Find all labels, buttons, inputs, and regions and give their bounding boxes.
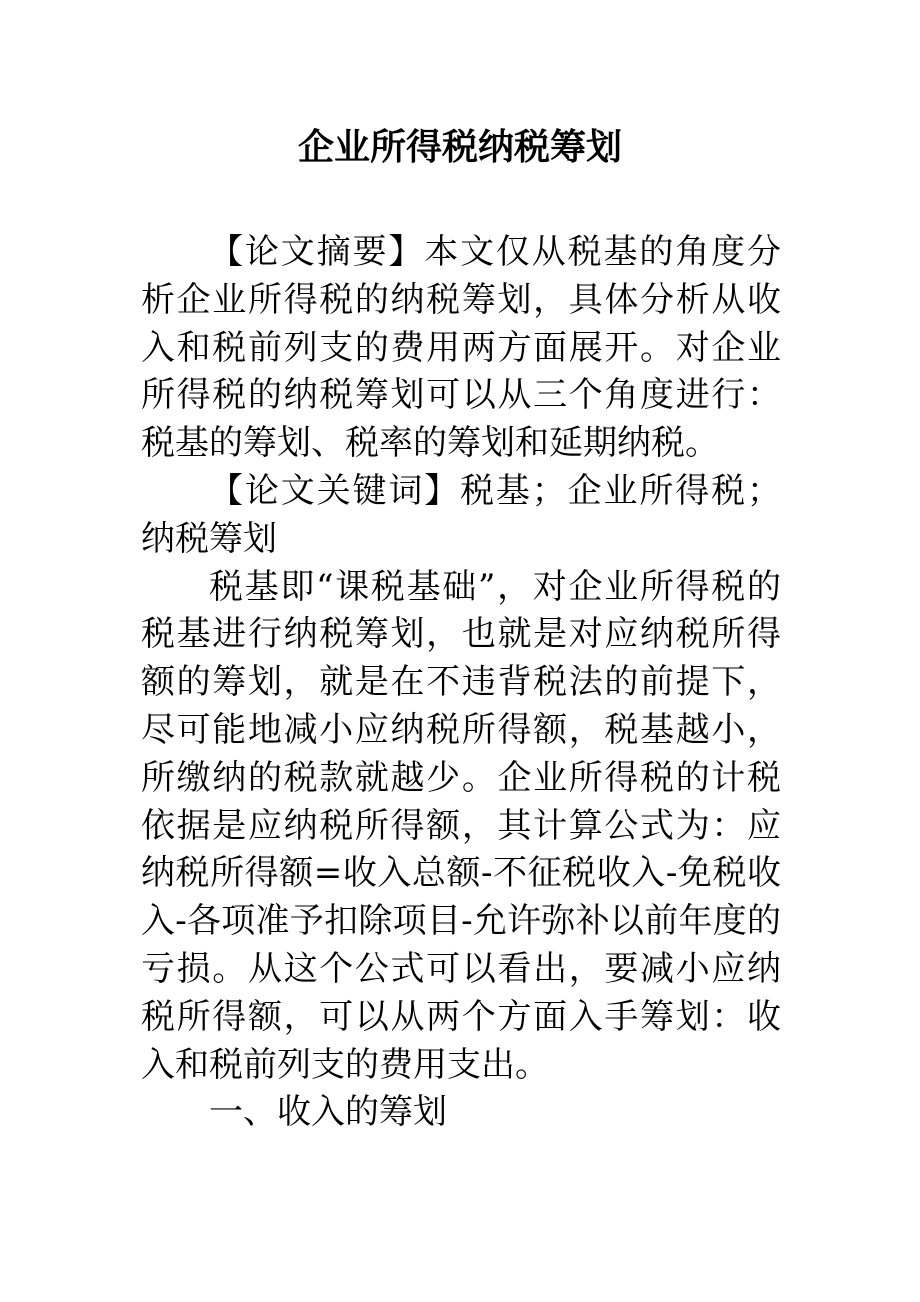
body-paragraph: 税基即“课税基础”，对企业所得税的税基进行纳税筹划，也就是对应纳税所得额的筹划，就是在不违背税法的前提下，尽可能地减小应纳税所得额，税基越小，所缴纳的税款就越少。企业所得税的计税依据是应纳税所得额，其计算公式为：应纳税所得额=收入总额-不征税收入-免税收入-各项准予扣除项目-允许弥补以前年度的亏损。从这个公式可以看出，要减小应纳税所得额，可以从两个方面入手筹划：收入和税前列支的费用支出。 [141,566,781,1085]
keywords-paragraph: 【论文关键词】税基；企业所得税；纳税筹划 [141,470,781,559]
section-heading: 一、收入的筹划 [209,1092,447,1133]
document-body [141,229,781,1137]
abstract-paragraph: 【论文摘要】本文仅从税基的角度分析企业所得税的纳税筹划，具体分析从收入和税前列支的费用两方面展开。对企业所得税的纳税筹划可以从三个角度进行：税基的筹划、税率的筹划和延期纳税。 [141,232,781,464]
document-title: 企业所得税纳税筹划 [297,127,622,168]
